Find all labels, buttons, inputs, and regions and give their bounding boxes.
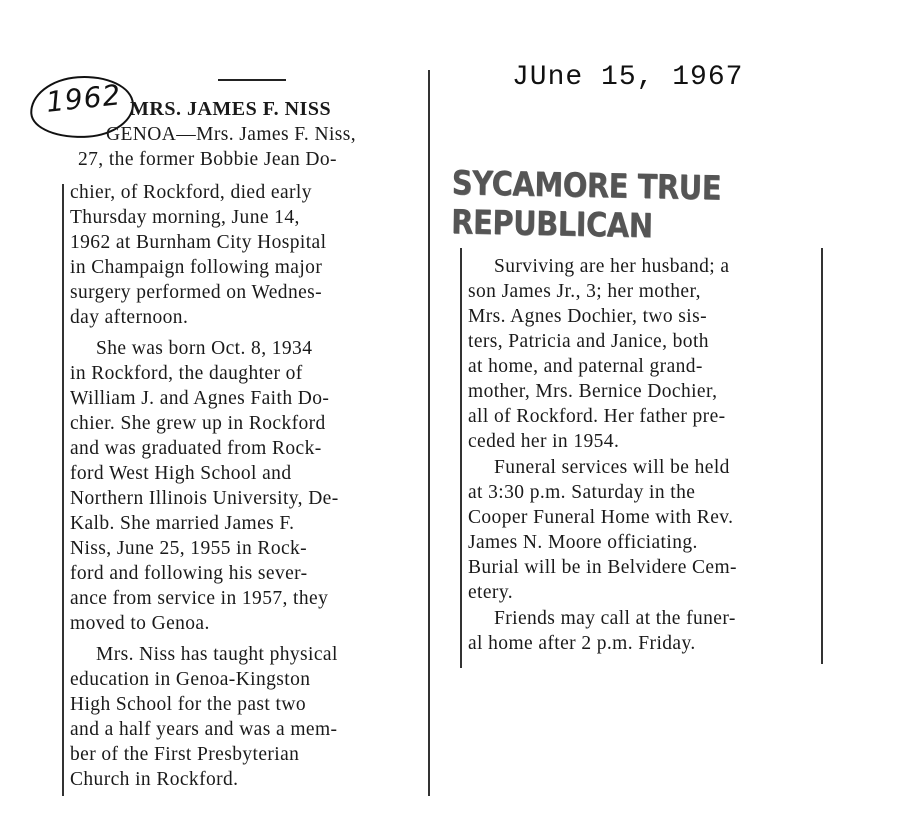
right-column-line: ceded her in 1954. xyxy=(468,431,620,452)
handwritten-year: 1962 xyxy=(44,78,123,119)
right-column-line: al home after 2 p.m. Friday. xyxy=(468,633,696,654)
left-column-line: chier, of Rockford, died early xyxy=(70,182,312,203)
right-column-line: Burial will be in Belvidere Cem- xyxy=(468,557,737,578)
right-column-line: Mrs. Agnes Dochier, two sis- xyxy=(468,306,707,327)
column-rule-left xyxy=(62,184,64,796)
left-column-line: day afternoon. xyxy=(70,307,189,328)
headline-rule xyxy=(218,79,286,81)
newspaper-source-stamp: SYCAMORE TRUE REPUBLICAN xyxy=(450,163,722,246)
intro-line: GENOA—Mrs. James F. Niss, xyxy=(106,124,357,145)
left-column-line: Thursday morning, June 14, xyxy=(70,207,300,228)
clipping-date: JUne 15, 1967 xyxy=(512,62,744,93)
right-column-line: all of Rockford. Her father pre- xyxy=(468,406,726,427)
right-column-line: at 3:30 p.m. Saturday in the xyxy=(468,482,696,503)
left-column-line: and was graduated from Rock- xyxy=(70,438,322,459)
left-column-line: in Rockford, the daughter of xyxy=(70,363,303,384)
left-column-line: Niss, June 25, 1955 in Rock- xyxy=(70,538,308,559)
left-column-line: William J. and Agnes Faith Do- xyxy=(70,388,330,409)
obituary-headline: MRS. JAMES F. NISS xyxy=(130,98,332,120)
right-column-line: Cooper Funeral Home with Rev. xyxy=(468,507,734,528)
right-column-line: James N. Moore officiating. xyxy=(468,532,698,553)
left-column-line: chier. She grew up in Rockford xyxy=(70,413,326,434)
right-column-line: mother, Mrs. Bernice Dochier, xyxy=(468,381,718,402)
right-column-line: son James Jr., 3; her mother, xyxy=(468,281,701,302)
left-column-line: Church in Rockford. xyxy=(70,769,239,790)
left-column-line: surgery performed on Wednes- xyxy=(70,282,323,303)
right-column-line: Friends may call at the funer- xyxy=(494,608,736,629)
intro-line: 27, the former Bobbie Jean Do- xyxy=(78,149,337,170)
left-column-line: ance from service in 1957, they xyxy=(70,588,329,609)
left-column-line: ber of the First Presbyterian xyxy=(70,744,300,765)
right-column-line: at home, and paternal grand- xyxy=(468,356,703,377)
right-column-line: Funeral services will be held xyxy=(494,457,730,478)
left-column-line: Northern Illinois University, De- xyxy=(70,488,339,509)
right-column-line: etery. xyxy=(468,582,513,603)
column-rule-middle xyxy=(428,184,430,796)
left-column-line: Mrs. Niss has taught physical xyxy=(96,644,338,665)
left-column-line: ford and following his sever- xyxy=(70,563,308,584)
left-column-line: education in Genoa-Kingston xyxy=(70,669,311,690)
left-column-line: 1962 at Burnham City Hospital xyxy=(70,232,327,253)
left-column-line: and a half years and was a mem- xyxy=(70,719,338,740)
right-column-line: ters, Patricia and Janice, both xyxy=(468,331,709,352)
left-column-line: ford West High School and xyxy=(70,463,292,484)
right-column-line: Surviving are her husband; a xyxy=(494,256,730,277)
column-rule-top-right xyxy=(428,70,430,184)
left-column-line: moved to Genoa. xyxy=(70,613,210,634)
column-rule-right-inner xyxy=(460,248,462,668)
left-column-line: She was born Oct. 8, 1934 xyxy=(96,338,313,359)
left-column-line: Kalb. She married James F. xyxy=(70,513,295,534)
column-rule-right-outer xyxy=(821,248,823,664)
left-column-line: High School for the past two xyxy=(70,694,306,715)
left-column-line: in Champaign following major xyxy=(70,257,323,278)
